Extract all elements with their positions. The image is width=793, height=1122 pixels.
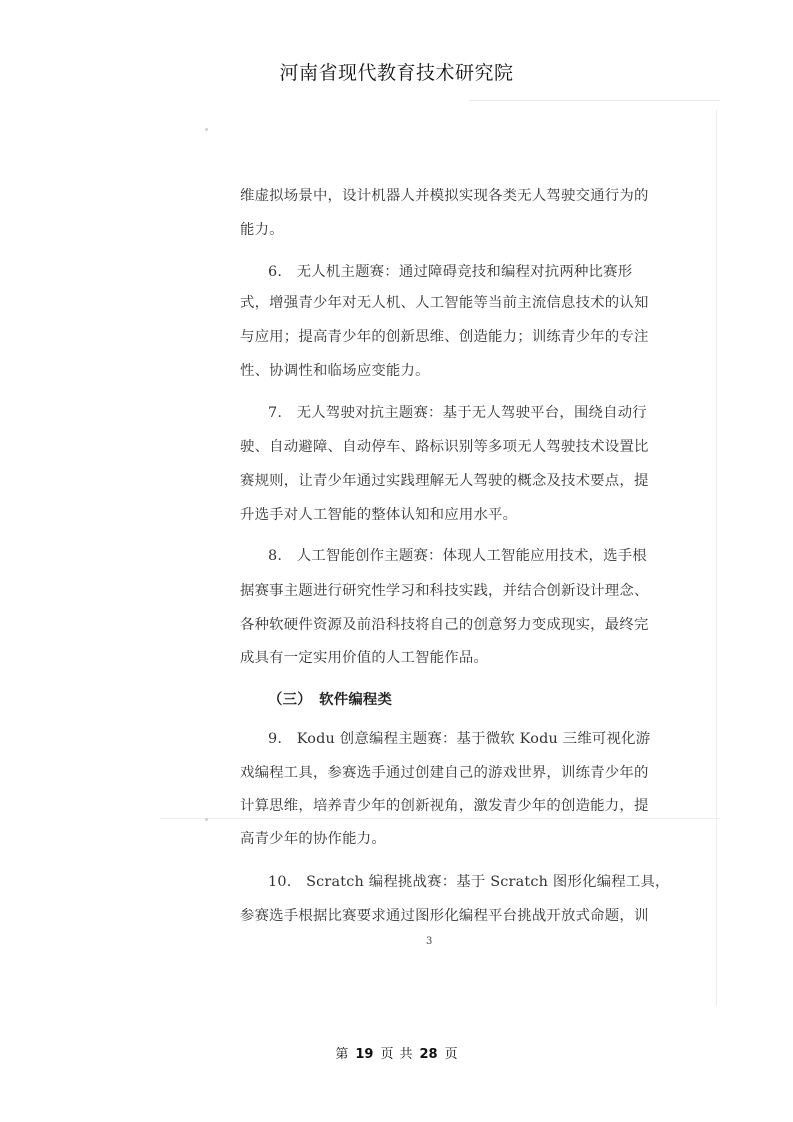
page-footer	[0, 1043, 793, 1062]
body-line: 驶、自动避障、自动停车、路标识别等多项无人驾驶技术设置比	[240, 439, 649, 455]
document-header: 河南省现代教育技术研究院	[279, 62, 514, 84]
body-line: 6. 无人机主题赛：通过障碍竞技和编程对抗两种比赛形	[268, 264, 633, 280]
body-line: 高青少年的协作能力。	[240, 831, 386, 847]
scan-edge-right	[716, 110, 717, 1005]
body-line: 赛规则，让青少年通过实践理解无人驾驶的概念及技术要点，提	[240, 473, 649, 489]
body-line: 据赛事主题进行研究性学习和科技实践，并结合创新设计理念、	[240, 583, 649, 599]
body-line: 计算思维，培养青少年的创新视角，激发青少年的创造能力，提	[240, 798, 649, 814]
body-line: 8. 人工智能创作主题赛：体现人工智能应用技术，选手根	[268, 548, 647, 564]
section-heading: （三） 软件编程类	[268, 692, 393, 708]
scan-speck	[205, 128, 208, 131]
body-line: 与应用；提高青少年的创新思维、创造能力；训练青少年的专注	[240, 329, 649, 345]
footer-prefix: 第	[335, 1047, 349, 1062]
body-line: 9. Kodu 创意编程主题赛：基于微软 Kodu 三维可视化游	[268, 731, 651, 747]
body-line: 各种软硬件资源及前沿科技将自己的创意努力变成现实，最终完	[240, 617, 649, 633]
body-line: 戏编程工具，参赛选手通过创建自己的游戏世界，训练青少年的	[240, 765, 649, 781]
body-line: 7. 无人驾驶对抗主题赛：基于无人驾驶平台，围绕自动行	[268, 405, 647, 421]
footer-mid2: 共	[399, 1047, 413, 1062]
footer-current-page: 19	[355, 1047, 374, 1062]
footer-mid1: 页	[380, 1047, 394, 1062]
body-line: 10. Scratch 编程挑战赛：基于 Scratch 图形化编程工具，	[268, 874, 670, 890]
scan-artifact-line	[160, 818, 720, 819]
scan-edge-top	[470, 100, 720, 101]
body-line: 维虚拟场景中，设计机器人并模拟实现各类无人驾驶交通行为的	[240, 188, 649, 204]
body-line: 式，增强青少年对无人机、人工智能等当前主流信息技术的认知	[240, 295, 649, 311]
body-line: 升选手对人工智能的整体认知和应用水平。	[240, 507, 518, 523]
body-line: 能力。	[240, 222, 284, 238]
footer-total-pages: 28	[419, 1047, 438, 1062]
scan-page-number: 3	[426, 936, 433, 947]
scan-speck	[205, 818, 208, 821]
body-line: 成具有一定实用价值的人工智能作品。	[240, 650, 489, 666]
body-line: 参赛选手根据比赛要求通过图形化编程平台挑战开放式命题，训	[240, 908, 649, 924]
body-line: 性、协调性和临场应变能力。	[240, 363, 430, 379]
footer-suffix: 页	[444, 1047, 458, 1062]
